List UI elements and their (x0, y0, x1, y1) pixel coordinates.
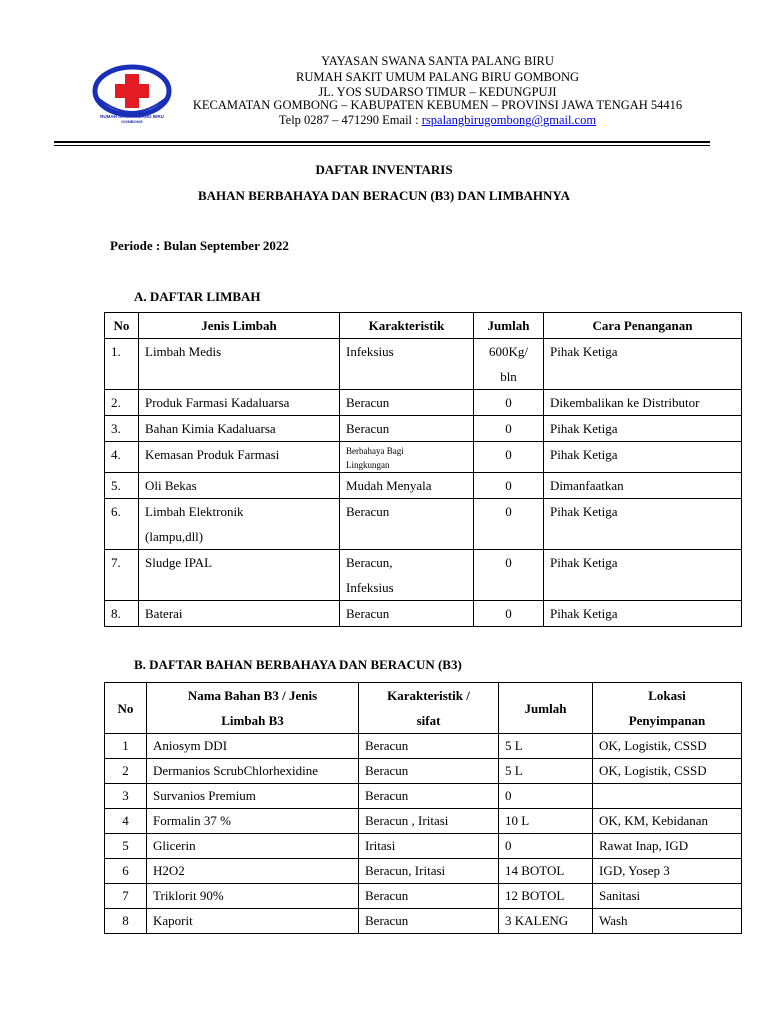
cell-jenis-text: Limbah Elektronik (145, 504, 244, 519)
cell-jumlah: 3 KALENG (499, 909, 593, 934)
cell-karakteristik: Beracun (340, 499, 474, 550)
table-row (105, 809, 742, 834)
cell-no: 6 (105, 859, 147, 884)
cell-kar-line1: Beracun, (346, 555, 393, 570)
col-header-karakteristik: Karakteristik (340, 313, 474, 339)
cell-karakteristik: Beracun (359, 909, 499, 934)
cell-jumlah: 14 BOTOL (499, 859, 593, 884)
cell-cara: Pihak Ketiga (544, 499, 742, 550)
cell-cara: Pihak Ketiga (544, 601, 742, 627)
col-header-jenis: Jenis Limbah (139, 313, 340, 339)
table-row (105, 499, 742, 550)
cell-karakteristik: Iritasi (359, 834, 499, 859)
cell-no: 3. (105, 416, 139, 442)
cell-no: 8 (105, 909, 147, 934)
cell-cara: Pihak Ketiga (544, 416, 742, 442)
cell-jumlah (474, 339, 544, 390)
col-header-no: No (105, 313, 139, 339)
table-row (105, 339, 742, 390)
cell-nama: H2O2 (147, 859, 359, 884)
cell-karakteristik: Infeksius (340, 339, 474, 390)
cell-jenis: Bahan Kimia Kadaluarsa (139, 416, 340, 442)
header-kar-line1: Karakteristik / (387, 688, 470, 703)
cell-karakteristik: Beracun , Iritasi (359, 809, 499, 834)
table-row (105, 734, 742, 759)
cell-jumlah: 0 (474, 390, 544, 416)
header-nama-line1: Nama Bahan B3 / Jenis (187, 688, 318, 703)
cell-nama: Dermanios ScrubChlorhexidine (147, 759, 359, 784)
cell-lokasi: OK, Logistik, CSSD (593, 759, 742, 784)
cell-cara: Pihak Ketiga (544, 442, 742, 473)
email-link[interactable]: rspalangbirugombong@gmail.com (421, 113, 597, 127)
waste-table (104, 312, 742, 627)
letterhead-foundation: YAYASAN SWANA SANTA PALANG BIRU (321, 54, 554, 68)
cell-nama: Formalin 37 % (147, 809, 359, 834)
letterhead-street: JL. YOS SUDARSO TIMUR – KEDUNGPUJI (318, 85, 557, 99)
cell-jumlah: 0 (474, 499, 544, 550)
cell-no: 2 (105, 759, 147, 784)
col-header-karakteristik (359, 683, 499, 734)
svg-text:RUMAH SAKIT PALANG BIRU: RUMAH SAKIT PALANG BIRU (100, 114, 164, 119)
cell-nama: Survanios Premium (147, 784, 359, 809)
cell-no: 5 (105, 834, 147, 859)
header-kar-line2: sifat (416, 713, 441, 728)
letterhead-region: KECAMATAN GOMBONG – KABUPATEN KEBUMEN – PROVINSI JAWA TENGAH 54416 (192, 98, 683, 112)
cell-jenis-text: Limbah Medis (145, 344, 222, 359)
header-lok-line1: Lokasi (648, 688, 686, 703)
period-label: Periode : Bulan September 2022 (110, 238, 289, 253)
col-header-jumlah: Jumlah (474, 313, 544, 339)
svg-text:GOMBONG: GOMBONG (121, 119, 143, 124)
cell-no: 7 (105, 884, 147, 909)
cell-jenis: Oli Bekas (139, 473, 340, 499)
table-row (105, 759, 742, 784)
cell-jenis: Sludge IPAL (139, 550, 340, 601)
letterhead-contact (170, 113, 705, 129)
cell-jumlah-text: 600Kg/ (489, 344, 528, 359)
cell-kar-line2: Lingkungan (346, 460, 390, 470)
table-row (105, 473, 742, 499)
header-lok-line2: Penyimpanan (628, 713, 706, 728)
cell-karakteristik: Beracun (359, 734, 499, 759)
cell-lokasi: OK, KM, Kebidanan (593, 809, 742, 834)
cell-kar-line2: Infeksius (346, 580, 394, 595)
cell-karakteristik: Beracun (359, 784, 499, 809)
cell-no: 3 (105, 784, 147, 809)
col-header-nama (147, 683, 359, 734)
col-header-cara: Cara Penanganan (544, 313, 742, 339)
table-row (105, 442, 742, 473)
table-row (105, 884, 742, 909)
cell-no: 4 (105, 809, 147, 834)
cell-nama: Triklorit 90% (147, 884, 359, 909)
cell-karakteristik (340, 442, 474, 473)
header-nama-line2: Limbah B3 (221, 713, 284, 728)
cell-karakteristik: Beracun (359, 884, 499, 909)
cell-lokasi: OK, Logistik, CSSD (593, 734, 742, 759)
cell-lokasi: IGD, Yosep 3 (593, 859, 742, 884)
cell-karakteristik: Mudah Menyala (340, 473, 474, 499)
hospital-logo (92, 64, 172, 124)
phone-text: Telp 0287 – 471290 Email : (278, 113, 422, 127)
cell-no: 7. (105, 550, 139, 601)
table-header-row (105, 683, 742, 734)
cell-lokasi: Rawat Inap, IGD (593, 834, 742, 859)
table-row (105, 909, 742, 934)
section-b-heading: B. DAFTAR BAHAN BERBAHAYA DAN BERACUN (B3) (134, 657, 462, 672)
cell-jenis-text2: (lampu,dll) (145, 529, 204, 544)
cell-cara: Pihak Ketiga (544, 550, 742, 601)
cell-karakteristik: Beracun (340, 390, 474, 416)
cell-jenis (139, 339, 340, 390)
cell-no: 1. (105, 339, 139, 390)
col-header-jumlah: Jumlah (499, 683, 593, 734)
cell-karakteristik: Beracun, Iritasi (359, 859, 499, 884)
table-row (105, 859, 742, 884)
cell-jenis: Produk Farmasi Kadaluarsa (139, 390, 340, 416)
cell-jumlah: 0 (474, 601, 544, 627)
cell-jumlah: 0 (499, 834, 593, 859)
cell-jenis: Kemasan Produk Farmasi (139, 442, 340, 473)
table-row (105, 550, 742, 601)
cell-karakteristik: Beracun (340, 416, 474, 442)
table-row (105, 834, 742, 859)
section-a-heading: A. DAFTAR LIMBAH (134, 289, 261, 304)
cell-nama: Glicerin (147, 834, 359, 859)
cell-lokasi (593, 784, 742, 809)
document-title: DAFTAR INVENTARIS (315, 162, 453, 177)
header-rule-thin (54, 145, 710, 146)
cell-nama: Aniosym DDI (147, 734, 359, 759)
cell-jumlah: 0 (474, 473, 544, 499)
cell-no: 2. (105, 390, 139, 416)
cell-kar-line1: Berbahaya Bagi (346, 446, 404, 456)
cell-lokasi: Sanitasi (593, 884, 742, 909)
cell-nama: Kaporit (147, 909, 359, 934)
cell-jumlah: 10 L (499, 809, 593, 834)
cell-jumlah: 12 BOTOL (499, 884, 593, 909)
cell-karakteristik: Beracun (359, 759, 499, 784)
col-header-lokasi (593, 683, 742, 734)
table-header-row (105, 313, 742, 339)
cell-jumlah: 0 (499, 784, 593, 809)
cell-jumlah: 0 (474, 550, 544, 601)
table-row (105, 416, 742, 442)
document-subtitle: BAHAN BERBAHAYA DAN BERACUN (B3) DAN LIMBAHNYA (198, 188, 570, 203)
table-row (105, 784, 742, 809)
cell-jenis (139, 499, 340, 550)
cell-jumlah: 0 (474, 442, 544, 473)
cell-jumlah-unit: bln (500, 369, 517, 384)
table-row (105, 601, 742, 627)
header-rule-thick (54, 141, 710, 143)
cell-lokasi: Wash (593, 909, 742, 934)
letterhead-hospital: RUMAH SAKIT UMUM PALANG BIRU GOMBONG (295, 70, 580, 84)
cell-no: 4. (105, 442, 139, 473)
b3-table (104, 682, 742, 934)
table-row (105, 390, 742, 416)
cell-jumlah: 0 (474, 416, 544, 442)
col-header-no: No (105, 683, 147, 734)
cell-cara: Dikembalikan ke Distributor (544, 390, 742, 416)
cell-jumlah: 5 L (499, 734, 593, 759)
cell-no: 8. (105, 601, 139, 627)
cell-no: 1 (105, 734, 147, 759)
cell-jumlah: 5 L (499, 759, 593, 784)
cell-no: 5. (105, 473, 139, 499)
cell-karakteristik (340, 550, 474, 601)
cell-cara: Pihak Ketiga (544, 339, 742, 390)
cell-cara: Dimanfaatkan (544, 473, 742, 499)
cell-karakteristik: Beracun (340, 601, 474, 627)
cell-jenis: Baterai (139, 601, 340, 627)
cell-no: 6. (105, 499, 139, 550)
